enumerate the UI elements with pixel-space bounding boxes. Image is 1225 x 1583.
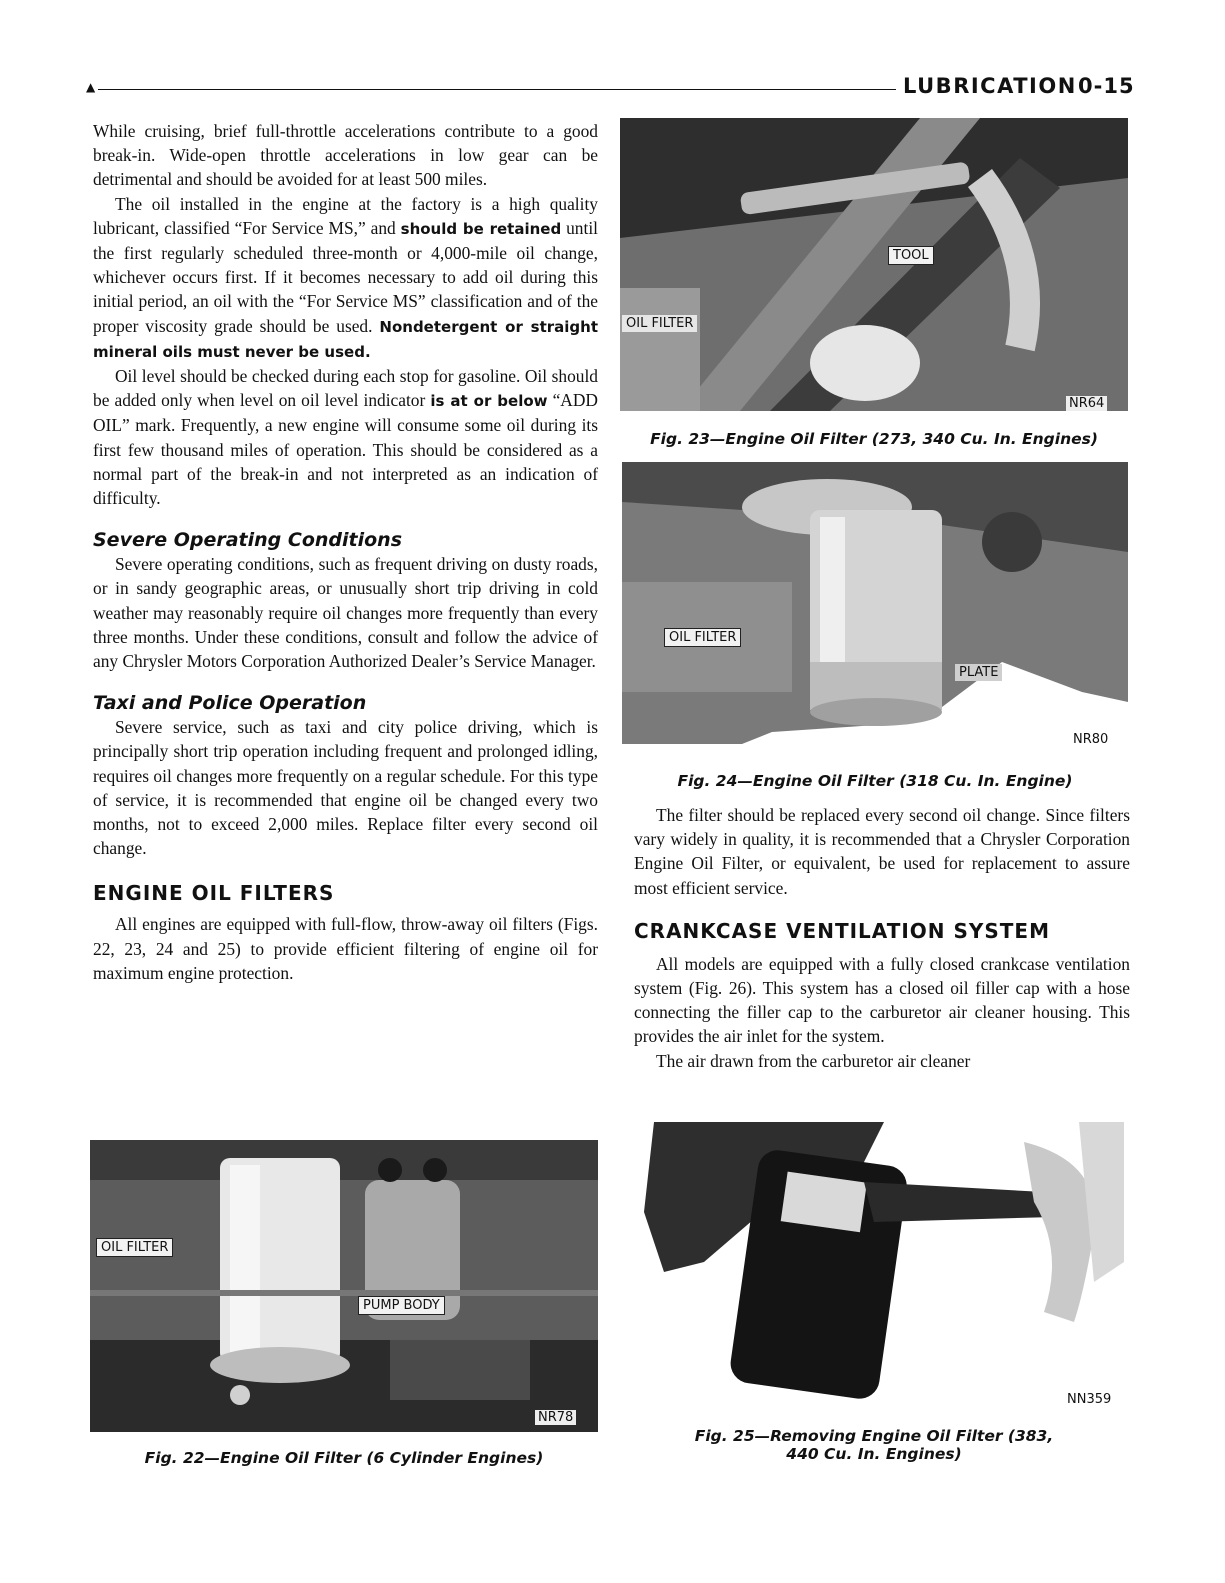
heading-severe-conditions: Severe Operating Conditions [93,529,403,552]
header-rule [98,89,896,90]
figure-24-caption: Fig. 24—Engine Oil Filter (318 Cu. In. Engine) [677,772,1073,790]
fig25-code: NN359 [1067,1392,1112,1407]
fig24-plate-label: PLATE [955,664,1002,681]
heading-engine-oil-filters: ENGINE OIL FILTERS [93,881,335,906]
fig23-code: NR64 [1066,396,1107,411]
paragraph-engine-oil-filters: All engines are equipped with full-flow, throw-away oil filters (Figs. 22, 23, 24 and 25) to provide efficient filtering of engine oil for maximum engine protection. [93,914,598,983]
heading-crankcase-ventilation: CRANKCASE VENTILATION SYSTEM [634,918,1050,943]
paragraph-break-in: While cruising, brief full-throttle accelerations contribute to a good break-in. Wide-open throttle accelerations in low gear can be detrimental and should be avoided for at least 500 miles. [93,121,598,190]
fig24-code: NR80 [1073,732,1109,744]
heading-taxi-police: Taxi and Police Operation [93,692,367,715]
fig25-caption-line-2: 440 Cu. In. Engines) [786,1445,962,1463]
figure-23-caption: Fig. 23—Engine Oil Filter (273, 340 Cu. In. Engines) [650,430,1098,448]
page-number: 0-15 [1078,74,1135,98]
fig22-code: NR78 [535,1410,576,1425]
fig24-oil-filter-label: OIL FILTER [664,628,741,647]
paragraph-taxi-police: Severe service, such as taxi and city police driving, which is principally short trip operation including frequent and prolonged idling, requires oil changes more frequently on a regular schedule. For this type of service, it is recommended that engine oil be changed every two months, not to exceed 2,000 miles. Replace filter every second oil change. [93,717,598,859]
section-title: LUBRICATION [903,74,1077,98]
right-column [634,803,1130,1073]
paragraph-crankcase-1: All models are equipped with a fully closed crankcase ventilation system (Fig. 26). This system has a closed oil filler cap with a hose connecting the filler cap to the carburetor air cleaner housing. This provides the air inlet for the system. [634,953,1130,1047]
left-column [93,119,598,985]
paragraph-crankcase-2: The air drawn from the carburetor air cleaner [656,1050,971,1071]
figure-22-photo [90,1140,598,1432]
figure-25-caption [624,1427,1124,1463]
fig23-tool-label: TOOL [888,246,934,265]
fig22-oil-filter-label: OIL FILTER [96,1238,173,1257]
fig22-pump-body-label: PUMP BODY [358,1296,445,1315]
figure-24-photo [622,462,1128,744]
paragraph-filter-replacement: The filter should be replaced every second oil change. Since filters vary widely in quality, it is recommended that a Chrysler Corporation Engine Oil Filter, or equivalent, be used for replacement to assure most efficient service. [634,805,1130,898]
header-mark: ▲ [86,80,96,94]
figure-25-photo [624,1122,1124,1412]
fig25-caption-line-1: Fig. 25—Removing Engine Oil Filter (383, [694,1427,1054,1445]
paragraph-severe-conditions: Severe operating conditions, such as frequent driving on dusty roads, or in sandy geographic areas, or unusually short trip driving in cold weather may reasonably require oil changes more frequently than every three months. Under these conditions, consult and follow the advice of any Chrysler Motors Corporation Authorized Dealer’s Service Manager. [93,554,598,672]
paragraph-oil-level: Oil level should be checked during each stop for gasoline. Oil should be added only when level on oil level indicator is at or below “ADD OIL” mark. Frequently, a new engine will consume some oil during its first few thousand miles of operation. This should be considered as a normal part of the break-in and not interpreted as an indication of difficulty. [93,366,598,509]
paragraph-factory-oil: The oil installed in the engine at the factory is a high quality lubricant, classified “For Service MS,” and should be retained until the first regularly scheduled three-month or 4,000-mile oil change, whichever occurs first. If it becomes necessary to add oil during this initial period, an oil with the “For Service MS” classification and of the proper viscosity grade should be used. Nondetergent or straight mineral oils must never be used. [93,193,599,361]
fig23-oil-filter-label: OIL FILTER [622,315,697,332]
figure-22-caption: Fig. 22—Engine Oil Filter (6 Cylinder Engines) [144,1449,544,1467]
figure-23-photo [620,118,1128,411]
